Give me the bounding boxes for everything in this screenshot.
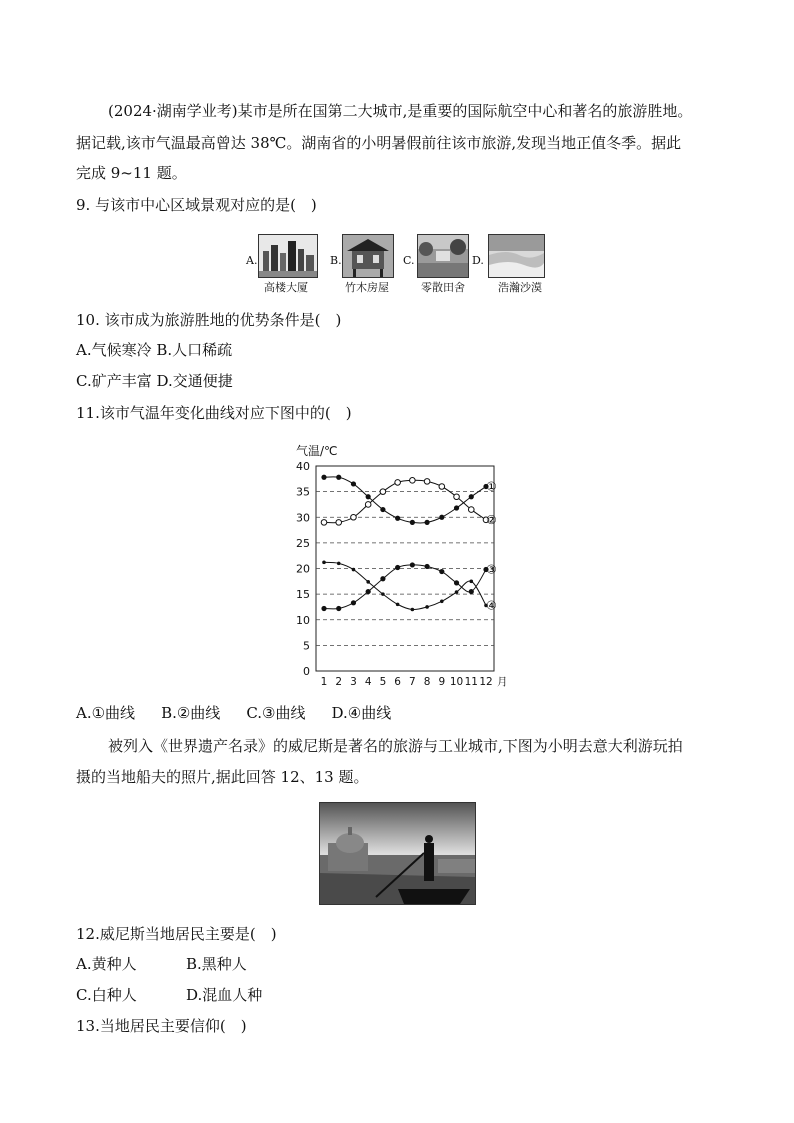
data-point <box>469 580 473 584</box>
data-point <box>410 478 416 484</box>
data-point <box>395 516 400 521</box>
x-tick-label: 5 <box>379 676 387 688</box>
data-point <box>366 494 371 499</box>
data-point <box>469 494 474 499</box>
q13-stem: 13.当地居民主要信仰( ) <box>76 1017 247 1035</box>
q9-option-c-caption: 零散田舍 <box>421 281 465 294</box>
x-axis-label: 月 <box>497 676 508 688</box>
data-point <box>454 494 460 500</box>
data-point <box>424 479 430 485</box>
data-point <box>351 481 356 486</box>
q9-option-a-letter: A. <box>246 254 258 267</box>
x-tick-label: 12 <box>479 676 493 688</box>
data-point <box>396 603 400 607</box>
q9-option-d-caption: 浩瀚沙漠 <box>498 281 542 294</box>
q9-option-c-letter: C. <box>403 254 415 267</box>
q10-stem: 10. 该市成为旅游胜地的优势条件是( ) <box>76 311 342 329</box>
q11-option-c: C.③曲线 <box>246 704 306 722</box>
skyscrapers-photo-icon <box>258 234 318 278</box>
data-point <box>336 475 341 480</box>
data-point <box>455 590 459 594</box>
y-axis-label: 气温/℃ <box>296 444 338 458</box>
q12-option-d: D.混血人种 <box>186 986 263 1004</box>
data-point <box>336 520 342 526</box>
data-point <box>454 505 459 510</box>
q12-option-a: A.黄种人 <box>76 955 137 973</box>
data-point <box>366 580 370 584</box>
q9-option-b-letter: B. <box>330 254 342 267</box>
series-label: ① <box>486 479 497 494</box>
data-point <box>425 605 429 609</box>
x-tick-label: 2 <box>335 676 343 688</box>
data-point <box>381 592 385 596</box>
q9-option-a-caption: 高楼大厦 <box>264 281 308 294</box>
series-line-4 <box>324 562 486 609</box>
data-point <box>380 576 385 581</box>
intro-line-3: 完成 9~11 题。 <box>76 164 187 182</box>
data-point <box>439 569 444 574</box>
data-point <box>395 480 401 486</box>
intro-line-2: 据记载,该市气温最高曾达 38℃。湖南省的小明暑假前往该市旅游,发现当地正值冬季。据此 <box>76 134 682 152</box>
q11-option-b: B.②曲线 <box>161 704 221 722</box>
data-point <box>439 484 445 490</box>
data-point <box>321 520 327 526</box>
data-point <box>468 507 474 513</box>
series-line-2 <box>324 480 486 522</box>
x-tick-label: 6 <box>394 676 401 688</box>
x-tick-label: 7 <box>409 676 416 688</box>
q12-option-c: C.白种人 <box>76 986 137 1004</box>
x-tick-label: 1 <box>320 676 328 688</box>
data-point <box>352 568 356 572</box>
q9-option-d-letter: D. <box>472 254 484 267</box>
y-tick-label: 20 <box>296 562 310 576</box>
data-point <box>321 606 326 611</box>
y-tick-label: 0 <box>303 665 310 678</box>
series-line-1 <box>324 477 486 523</box>
q11-options <box>76 703 417 723</box>
q9-option-b-caption: 竹木房屋 <box>345 281 389 294</box>
series-label: ④ <box>486 598 497 613</box>
data-point <box>424 520 429 525</box>
q11-stem: 11.该市气温年变化曲线对应下图中的( ) <box>76 404 352 422</box>
data-point <box>395 565 400 570</box>
data-point <box>337 562 341 566</box>
data-point <box>351 514 357 520</box>
bamboo-house-photo-icon <box>342 234 394 278</box>
series-label: ③ <box>486 562 497 577</box>
data-point <box>411 608 415 612</box>
y-tick-label: 25 <box>296 536 310 550</box>
plot-frame <box>316 466 494 671</box>
data-point <box>440 600 444 604</box>
data-point <box>322 561 326 565</box>
q11-option-d: D.④曲线 <box>331 704 392 722</box>
intro2-line-2: 摄的当地船夫的照片,据此回答 12、13 题。 <box>76 768 369 786</box>
gondolier-photo-icon <box>319 802 476 905</box>
farmhouse-photo-icon <box>417 234 469 278</box>
data-point <box>439 515 444 520</box>
y-tick-label: 30 <box>296 511 310 525</box>
intro-line-1: (2024·湖南学业考)某市是所在国第二大城市,是重要的国际航空中心和著名的旅游胜地。 <box>108 102 693 120</box>
y-tick-label: 40 <box>296 460 310 473</box>
data-point <box>336 606 341 611</box>
y-tick-label: 10 <box>296 613 310 627</box>
data-point <box>469 589 474 594</box>
data-point <box>366 589 371 594</box>
intro2-line-1: 被列入《世界遗产名录》的威尼斯是著名的旅游与工业城市,下图为小明去意大利游玩拍 <box>108 737 683 755</box>
x-tick-label: 8 <box>423 676 431 688</box>
q11-option-a: A.①曲线 <box>76 704 136 722</box>
x-tick-label: 4 <box>364 676 372 688</box>
data-point <box>365 502 371 508</box>
desert-photo-icon <box>488 234 545 278</box>
series-label: ② <box>486 512 497 527</box>
data-point <box>321 475 326 480</box>
data-point <box>454 580 459 585</box>
q12-stem: 12.威尼斯当地居民主要是( ) <box>76 925 277 943</box>
x-tick-label: 11 <box>464 676 478 688</box>
x-tick-label: 3 <box>350 676 357 688</box>
x-tick-label: 9 <box>438 676 446 688</box>
data-point <box>424 564 429 569</box>
data-point <box>410 520 415 525</box>
y-tick-label: 15 <box>296 588 310 602</box>
temperature-chart <box>280 436 510 688</box>
data-point <box>410 562 415 567</box>
x-tick-label: 10 <box>449 676 464 688</box>
q10-options-row-1: A.气候寒冷 B.人口稀疏 <box>76 341 233 359</box>
data-point <box>380 507 385 512</box>
q9-stem: 9. 与该市中心区域景观对应的是( ) <box>76 196 317 214</box>
q10-options-row-2: C.矿产丰富 D.交通便捷 <box>76 372 233 390</box>
y-tick-label: 5 <box>303 639 310 653</box>
q12-option-b: B.黑种人 <box>186 955 247 973</box>
data-point <box>380 489 386 495</box>
data-point <box>351 600 356 605</box>
y-tick-label: 35 <box>296 485 310 499</box>
